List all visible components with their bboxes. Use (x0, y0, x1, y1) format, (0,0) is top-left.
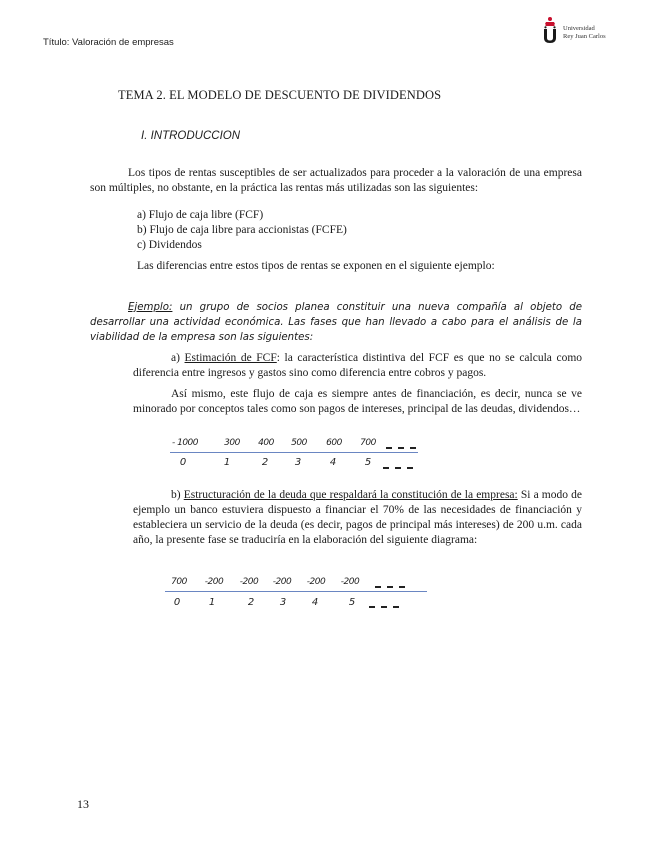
continuation-dash (398, 447, 404, 449)
step-b-paragraph (133, 488, 582, 548)
continuation-dash (375, 586, 381, 588)
flow-value: -200 (306, 577, 326, 587)
period-label: 4 (329, 457, 337, 468)
university-crest-icon (540, 15, 560, 45)
page-number: 13 (77, 797, 89, 811)
section-title: I. INTRODUCCION (141, 130, 241, 142)
logo-line-1: Universidad (563, 25, 595, 32)
chapter-title: TEMA 2. EL MODELO DE DESCUENTO DE DIVIDENDOS (118, 88, 442, 102)
period-label: 1 (223, 457, 231, 468)
flow-value: -200 (204, 577, 224, 587)
flow-value: - 1000 (171, 438, 199, 448)
continuation-dash (387, 586, 393, 588)
step-a-paragraph (133, 351, 582, 381)
flow-value: 600 (326, 438, 342, 448)
rent-types-list (137, 208, 347, 253)
step-b-marker: b) (171, 489, 184, 501)
period-label: 2 (261, 457, 269, 468)
period-label: 4 (311, 597, 319, 608)
flow-value: 700 (360, 438, 376, 448)
flow-value: -200 (239, 577, 259, 587)
period-label: 3 (294, 457, 302, 468)
step-a-text: : la característica distintiva del FCF es que no se calcula como diferencia entre ingresos y gastos sino como diferencia entre cobros y pagos. (133, 352, 583, 379)
continuation-dash (381, 606, 387, 608)
step-b-title: Estructuración de la deuda que respaldará la constitución de la empresa: (183, 489, 518, 501)
example-text: un grupo de socios planea constituir una nueva compañía al objeto de desarrollar una actividad económica. Las fases que han llevado a cabo para el análisis de la viabilidad de la empresa son las siguientes: (90, 302, 582, 343)
continuation-dash (383, 467, 389, 469)
list-item: a) Flujo de caja libre (FCF) (137, 209, 264, 221)
continuation-dash (407, 467, 413, 469)
example-label: Ejemplo: (128, 302, 173, 313)
period-label: 0 (173, 597, 181, 608)
period-label: 1 (208, 597, 216, 608)
step-a-title: Estimación de FCF (184, 352, 277, 364)
period-label: 5 (364, 457, 372, 468)
timeline-axis (170, 452, 418, 453)
flow-value: 300 (224, 438, 240, 448)
step-b-text: Si a modo de ejemplo un banco estuviera dispuesto a financiar el 70% de las necesidades de financiación y estableciera un servicio de la deuda (es decir, pagos de principal más intereses) de 200 u.m. cada año, la presente fase se traduciría en la elaboración del siguiente diagrama: (133, 489, 582, 546)
step-a-marker: a) (171, 352, 185, 364)
flow-value: 700 (171, 577, 187, 587)
continuation-dash (393, 606, 399, 608)
document-header-title: Título: Valoración de empresas (43, 37, 174, 48)
list-item: b) Flujo de caja libre para accionistas (FCFE) (137, 224, 347, 236)
flow-value: 500 (291, 438, 307, 448)
logo-line-2: Rey Juan Carlos (563, 33, 606, 40)
step-a-extra-paragraph: Así mismo, este flujo de caja es siempre antes de financiación, es decir, nunca se ve minorado por conceptos tales como son pagos de intereses, principal de las deudas, dividendos… (133, 388, 582, 415)
flow-value: 400 (258, 438, 274, 448)
period-label: 2 (247, 597, 255, 608)
continuation-dash (386, 447, 392, 449)
continuation-dash (369, 606, 375, 608)
intro-paragraph: Los tipos de rentas susceptibles de ser actualizados para proceder a la valoración de una empresa son múltiples, no obstante, en la práctica las rentas más utilizadas son las siguientes: (90, 167, 582, 194)
flow-value: -200 (340, 577, 360, 587)
differences-sentence: Las diferencias entre estos tipos de rentas se exponen en el siguiente ejemplo: (137, 260, 495, 272)
university-logo (540, 15, 630, 47)
flow-value: -200 (272, 577, 292, 587)
period-label: 5 (348, 597, 356, 608)
list-item: c) Dividendos (137, 239, 202, 251)
continuation-dash (399, 586, 405, 588)
period-label: 0 (179, 457, 187, 468)
period-label: 3 (279, 597, 287, 608)
continuation-dash (395, 467, 401, 469)
example-paragraph (90, 300, 582, 345)
continuation-dash (410, 447, 416, 449)
timeline-axis (165, 591, 427, 592)
